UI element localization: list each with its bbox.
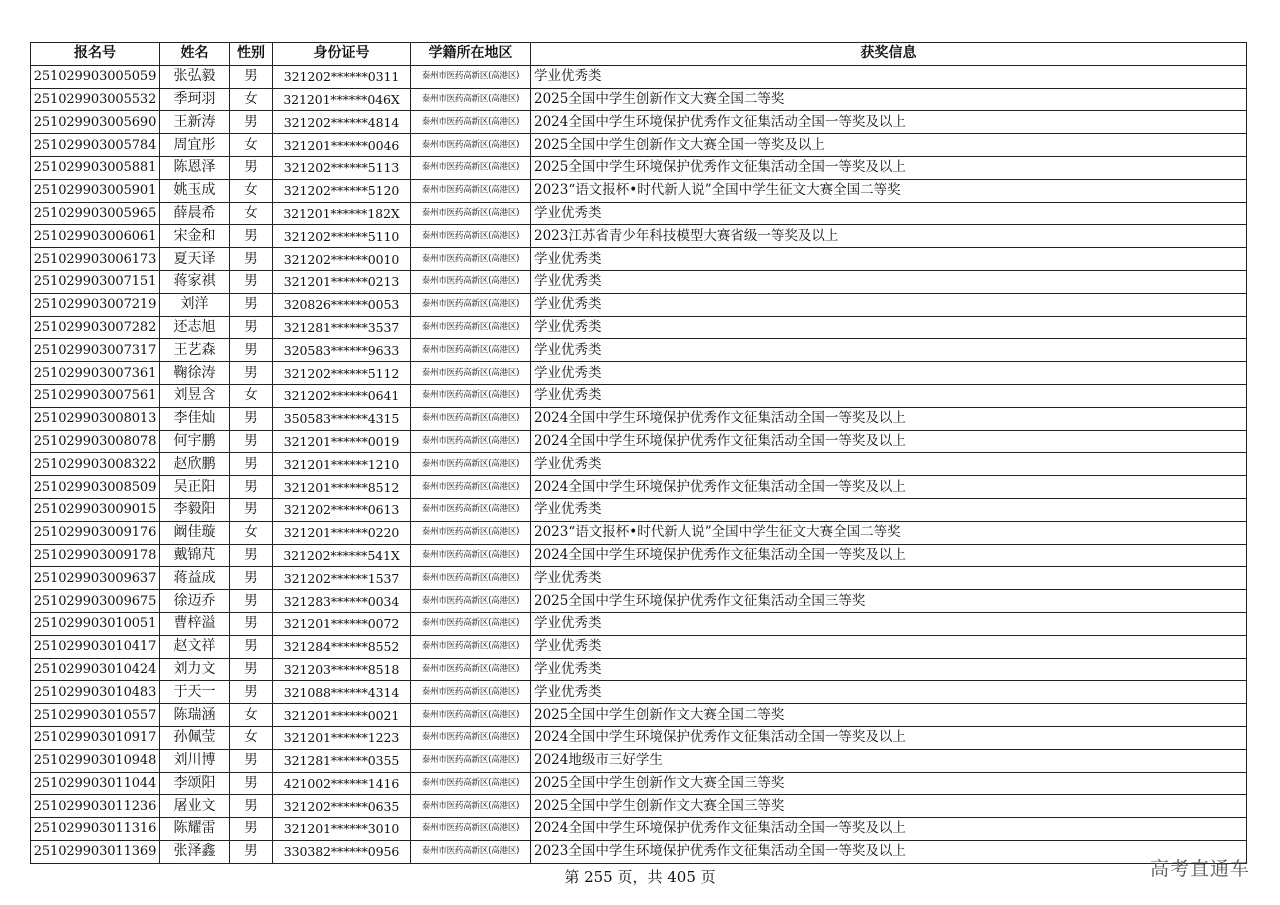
cell-award: 2023江苏省青少年科技模型大赛省级一等奖及以上 bbox=[531, 225, 1247, 248]
table-row bbox=[31, 476, 1247, 499]
cell-name: 吴正阳 bbox=[160, 476, 230, 499]
table-row bbox=[31, 316, 1247, 339]
table-row bbox=[31, 270, 1247, 293]
cell-name: 鞠徐涛 bbox=[160, 362, 230, 385]
cell-sex: 男 bbox=[230, 293, 273, 316]
cell-registration-number: 251029903008013 bbox=[31, 407, 160, 430]
cell-award: 学业优秀类 bbox=[531, 612, 1247, 635]
cell-id-card: 321202******4814 bbox=[273, 111, 411, 134]
cell-sex: 男 bbox=[230, 339, 273, 362]
cell-id-card: 321202******0635 bbox=[273, 795, 411, 818]
cell-region: 泰州市医药高新区(高港区) bbox=[411, 635, 531, 658]
cell-registration-number: 251029903005532 bbox=[31, 88, 160, 111]
table-row bbox=[31, 407, 1247, 430]
cell-sex: 男 bbox=[230, 681, 273, 704]
cell-region: 泰州市医药高新区(高港区) bbox=[411, 795, 531, 818]
cell-region: 泰州市医药高新区(高港区) bbox=[411, 179, 531, 202]
cell-sex: 女 bbox=[230, 726, 273, 749]
cell-sex: 女 bbox=[230, 179, 273, 202]
cell-id-card: 321088******4314 bbox=[273, 681, 411, 704]
cell-registration-number: 251029903007317 bbox=[31, 339, 160, 362]
cell-award: 2025全国中学生创新作文大赛全国二等奖 bbox=[531, 704, 1247, 727]
cell-region: 泰州市医药高新区(高港区) bbox=[411, 293, 531, 316]
cell-id-card: 321201******0072 bbox=[273, 612, 411, 635]
cell-id-card: 321201******1223 bbox=[273, 726, 411, 749]
cell-registration-number: 251029903010051 bbox=[31, 612, 160, 635]
cell-id-card: 321201******8512 bbox=[273, 476, 411, 499]
cell-id-card: 320826******0053 bbox=[273, 293, 411, 316]
cell-sex: 男 bbox=[230, 430, 273, 453]
cell-registration-number: 251029903007361 bbox=[31, 362, 160, 385]
cell-id-card: 321203******8518 bbox=[273, 658, 411, 681]
cell-award: 学业优秀类 bbox=[531, 384, 1247, 407]
cell-award: 2024全国中学生环境保护优秀作文征集活动全国一等奖及以上 bbox=[531, 476, 1247, 499]
cell-name: 孙佩莹 bbox=[160, 726, 230, 749]
cell-id-card: 330382******0956 bbox=[273, 840, 411, 863]
cell-name: 薛晨希 bbox=[160, 202, 230, 225]
cell-name: 还志旭 bbox=[160, 316, 230, 339]
cell-sex: 男 bbox=[230, 407, 273, 430]
cell-name: 刘昱含 bbox=[160, 384, 230, 407]
cell-id-card: 321202******5110 bbox=[273, 225, 411, 248]
cell-region: 泰州市医药高新区(高港区) bbox=[411, 384, 531, 407]
table-row bbox=[31, 704, 1247, 727]
cell-award: 2025全国中学生环境保护优秀作文征集活动全国一等奖及以上 bbox=[531, 156, 1247, 179]
table-row bbox=[31, 65, 1247, 88]
cell-award: 2025全国中学生创新作文大赛全国二等奖 bbox=[531, 88, 1247, 111]
cell-region: 泰州市医药高新区(高港区) bbox=[411, 681, 531, 704]
table-row bbox=[31, 430, 1247, 453]
table-row bbox=[31, 225, 1247, 248]
cell-sex: 男 bbox=[230, 248, 273, 271]
cell-sex: 男 bbox=[230, 840, 273, 863]
cell-registration-number: 251029903009178 bbox=[31, 544, 160, 567]
cell-name: 李毅阳 bbox=[160, 498, 230, 521]
cell-region: 泰州市医药高新区(高港区) bbox=[411, 225, 531, 248]
cell-region: 泰州市医药高新区(高港区) bbox=[411, 498, 531, 521]
cell-sex: 女 bbox=[230, 521, 273, 544]
header-region: 学籍所在地区 bbox=[411, 43, 531, 66]
cell-registration-number: 251029903010917 bbox=[31, 726, 160, 749]
table-row bbox=[31, 726, 1247, 749]
cell-name: 王艺森 bbox=[160, 339, 230, 362]
cell-id-card: 321201******0021 bbox=[273, 704, 411, 727]
cell-name: 屠业文 bbox=[160, 795, 230, 818]
table-row bbox=[31, 612, 1247, 635]
cell-region: 泰州市医药高新区(高港区) bbox=[411, 430, 531, 453]
cell-registration-number: 251029903008322 bbox=[31, 453, 160, 476]
cell-award: 学业优秀类 bbox=[531, 293, 1247, 316]
table-row bbox=[31, 681, 1247, 704]
cell-registration-number: 251029903010417 bbox=[31, 635, 160, 658]
table-row bbox=[31, 202, 1247, 225]
cell-region: 泰州市医药高新区(高港区) bbox=[411, 749, 531, 772]
cell-registration-number: 251029903011236 bbox=[31, 795, 160, 818]
header-sex: 性别 bbox=[230, 43, 273, 66]
cell-id-card: 321202******5112 bbox=[273, 362, 411, 385]
cell-region: 泰州市医药高新区(高港区) bbox=[411, 88, 531, 111]
table-row bbox=[31, 658, 1247, 681]
cell-sex: 男 bbox=[230, 635, 273, 658]
cell-registration-number: 251029903010483 bbox=[31, 681, 160, 704]
cell-sex: 男 bbox=[230, 316, 273, 339]
cell-award: 2024全国中学生环境保护优秀作文征集活动全国一等奖及以上 bbox=[531, 544, 1247, 567]
cell-region: 泰州市医药高新区(高港区) bbox=[411, 453, 531, 476]
cell-award: 2024全国中学生环境保护优秀作文征集活动全国一等奖及以上 bbox=[531, 818, 1247, 841]
cell-id-card: 350583******4315 bbox=[273, 407, 411, 430]
cell-id-card: 421002******1416 bbox=[273, 772, 411, 795]
awards-table bbox=[30, 42, 1247, 864]
cell-registration-number: 251029903011369 bbox=[31, 840, 160, 863]
cell-region: 泰州市医药高新区(高港区) bbox=[411, 339, 531, 362]
cell-name: 赵欣鹏 bbox=[160, 453, 230, 476]
table-row bbox=[31, 293, 1247, 316]
cell-registration-number: 251029903010557 bbox=[31, 704, 160, 727]
cell-registration-number: 251029903009637 bbox=[31, 567, 160, 590]
cell-name: 王新涛 bbox=[160, 111, 230, 134]
cell-award: 学业优秀类 bbox=[531, 362, 1247, 385]
cell-id-card: 321201******0220 bbox=[273, 521, 411, 544]
cell-name: 阚佳璇 bbox=[160, 521, 230, 544]
table-row bbox=[31, 453, 1247, 476]
table-row bbox=[31, 498, 1247, 521]
cell-award: 学业优秀类 bbox=[531, 248, 1247, 271]
cell-name: 陈耀雷 bbox=[160, 818, 230, 841]
cell-sex: 男 bbox=[230, 270, 273, 293]
cell-sex: 女 bbox=[230, 134, 273, 157]
cell-name: 于天一 bbox=[160, 681, 230, 704]
cell-registration-number: 251029903009015 bbox=[31, 498, 160, 521]
cell-award: 学业优秀类 bbox=[531, 567, 1247, 590]
cell-registration-number: 251029903008509 bbox=[31, 476, 160, 499]
table-row bbox=[31, 134, 1247, 157]
cell-id-card: 321201******0019 bbox=[273, 430, 411, 453]
cell-id-card: 321201******0213 bbox=[273, 270, 411, 293]
cell-region: 泰州市医药高新区(高港区) bbox=[411, 476, 531, 499]
header-name: 姓名 bbox=[160, 43, 230, 66]
cell-award: 2024全国中学生环境保护优秀作文征集活动全国一等奖及以上 bbox=[531, 430, 1247, 453]
cell-sex: 男 bbox=[230, 65, 273, 88]
cell-id-card: 321284******8552 bbox=[273, 635, 411, 658]
cell-registration-number: 251029903008078 bbox=[31, 430, 160, 453]
cell-award: 2025全国中学生创新作文大赛全国一等奖及以上 bbox=[531, 134, 1247, 157]
cell-id-card: 321201******0046 bbox=[273, 134, 411, 157]
cell-registration-number: 251029903006061 bbox=[31, 225, 160, 248]
cell-region: 泰州市医药高新区(高港区) bbox=[411, 612, 531, 635]
cell-id-card: 321283******0034 bbox=[273, 590, 411, 613]
cell-award: 2025全国中学生环境保护优秀作文征集活动全国三等奖 bbox=[531, 590, 1247, 613]
cell-name: 季珂羽 bbox=[160, 88, 230, 111]
cell-region: 泰州市医药高新区(高港区) bbox=[411, 65, 531, 88]
table-header-row bbox=[31, 43, 1247, 66]
cell-name: 李颂阳 bbox=[160, 772, 230, 795]
cell-name: 戴锦芃 bbox=[160, 544, 230, 567]
cell-registration-number: 251029903007561 bbox=[31, 384, 160, 407]
cell-award: 学业优秀类 bbox=[531, 681, 1247, 704]
table-row bbox=[31, 840, 1247, 863]
table-row bbox=[31, 795, 1247, 818]
cell-registration-number: 251029903009176 bbox=[31, 521, 160, 544]
cell-award: 学业优秀类 bbox=[531, 316, 1247, 339]
cell-sex: 男 bbox=[230, 567, 273, 590]
cell-award: 2024地级市三好学生 bbox=[531, 749, 1247, 772]
table-row bbox=[31, 179, 1247, 202]
cell-region: 泰州市医药高新区(高港区) bbox=[411, 156, 531, 179]
cell-sex: 男 bbox=[230, 590, 273, 613]
cell-region: 泰州市医药高新区(高港区) bbox=[411, 202, 531, 225]
cell-sex: 男 bbox=[230, 612, 273, 635]
table-row bbox=[31, 384, 1247, 407]
cell-region: 泰州市医药高新区(高港区) bbox=[411, 270, 531, 293]
cell-id-card: 321202******541X bbox=[273, 544, 411, 567]
cell-award: 2025全国中学生创新作文大赛全国三等奖 bbox=[531, 772, 1247, 795]
watermark: 高考直通车 bbox=[1149, 858, 1250, 880]
cell-region: 泰州市医药高新区(高港区) bbox=[411, 248, 531, 271]
cell-region: 泰州市医药高新区(高港区) bbox=[411, 544, 531, 567]
cell-id-card: 321202******1537 bbox=[273, 567, 411, 590]
cell-name: 张泽鑫 bbox=[160, 840, 230, 863]
cell-award: 学业优秀类 bbox=[531, 635, 1247, 658]
cell-registration-number: 251029903005784 bbox=[31, 134, 160, 157]
cell-award: 2024全国中学生环境保护优秀作文征集活动全国一等奖及以上 bbox=[531, 111, 1247, 134]
cell-registration-number: 251029903011044 bbox=[31, 772, 160, 795]
page-number: 第 255 页，共 405 页 bbox=[564, 868, 716, 886]
cell-sex: 男 bbox=[230, 476, 273, 499]
cell-id-card: 321201******046X bbox=[273, 88, 411, 111]
cell-registration-number: 251029903005690 bbox=[31, 111, 160, 134]
cell-id-card: 321202******0613 bbox=[273, 498, 411, 521]
cell-name: 周宜彤 bbox=[160, 134, 230, 157]
header-id-card: 身份证号 bbox=[273, 43, 411, 66]
table-row bbox=[31, 635, 1247, 658]
cell-name: 徐迈乔 bbox=[160, 590, 230, 613]
cell-award: 学业优秀类 bbox=[531, 270, 1247, 293]
table-row bbox=[31, 156, 1247, 179]
cell-registration-number: 251029903010948 bbox=[31, 749, 160, 772]
table-row bbox=[31, 339, 1247, 362]
table-row bbox=[31, 248, 1247, 271]
cell-sex: 男 bbox=[230, 498, 273, 521]
cell-registration-number: 251029903010424 bbox=[31, 658, 160, 681]
cell-award: 2023“语文报杯•时代新人说”全国中学生征文大赛全国二等奖 bbox=[531, 521, 1247, 544]
table-row bbox=[31, 521, 1247, 544]
cell-region: 泰州市医药高新区(高港区) bbox=[411, 840, 531, 863]
header-registration-number: 报名号 bbox=[31, 43, 160, 66]
cell-region: 泰州市医药高新区(高港区) bbox=[411, 658, 531, 681]
cell-registration-number: 251029903009675 bbox=[31, 590, 160, 613]
cell-award: 学业优秀类 bbox=[531, 339, 1247, 362]
cell-id-card: 321201******182X bbox=[273, 202, 411, 225]
cell-sex: 女 bbox=[230, 202, 273, 225]
cell-award: 学业优秀类 bbox=[531, 65, 1247, 88]
cell-region: 泰州市医药高新区(高港区) bbox=[411, 704, 531, 727]
cell-registration-number: 251029903007282 bbox=[31, 316, 160, 339]
cell-registration-number: 251029903007219 bbox=[31, 293, 160, 316]
cell-name: 刘力文 bbox=[160, 658, 230, 681]
cell-region: 泰州市医药高新区(高港区) bbox=[411, 134, 531, 157]
table-row bbox=[31, 749, 1247, 772]
cell-sex: 男 bbox=[230, 818, 273, 841]
table-body bbox=[31, 65, 1247, 863]
cell-id-card: 321202******5120 bbox=[273, 179, 411, 202]
cell-name: 李佳灿 bbox=[160, 407, 230, 430]
cell-award: 2024全国中学生环境保护优秀作文征集活动全国一等奖及以上 bbox=[531, 407, 1247, 430]
cell-name: 刘洋 bbox=[160, 293, 230, 316]
cell-registration-number: 251029903006173 bbox=[31, 248, 160, 271]
cell-award: 学业优秀类 bbox=[531, 658, 1247, 681]
cell-name: 宋金和 bbox=[160, 225, 230, 248]
cell-sex: 男 bbox=[230, 156, 273, 179]
cell-region: 泰州市医药高新区(高港区) bbox=[411, 772, 531, 795]
cell-region: 泰州市医药高新区(高港区) bbox=[411, 407, 531, 430]
cell-award: 学业优秀类 bbox=[531, 202, 1247, 225]
cell-name: 曹梓溢 bbox=[160, 612, 230, 635]
cell-award: 2025全国中学生创新作文大赛全国三等奖 bbox=[531, 795, 1247, 818]
cell-sex: 男 bbox=[230, 772, 273, 795]
cell-registration-number: 251029903007151 bbox=[31, 270, 160, 293]
header-award: 获奖信息 bbox=[531, 43, 1247, 66]
cell-sex: 男 bbox=[230, 544, 273, 567]
cell-sex: 男 bbox=[230, 225, 273, 248]
table-row bbox=[31, 590, 1247, 613]
cell-id-card: 321202******0010 bbox=[273, 248, 411, 271]
cell-sex: 男 bbox=[230, 749, 273, 772]
cell-name: 何宇鹏 bbox=[160, 430, 230, 453]
cell-award: 2023全国中学生环境保护优秀作文征集活动全国一等奖及以上 bbox=[531, 840, 1247, 863]
cell-name: 蒋家祺 bbox=[160, 270, 230, 293]
cell-id-card: 321281******3537 bbox=[273, 316, 411, 339]
cell-region: 泰州市医药高新区(高港区) bbox=[411, 362, 531, 385]
cell-name: 陈恩泽 bbox=[160, 156, 230, 179]
table-row bbox=[31, 111, 1247, 134]
cell-id-card: 321201******1210 bbox=[273, 453, 411, 476]
table-row bbox=[31, 567, 1247, 590]
cell-name: 陈瑞涵 bbox=[160, 704, 230, 727]
cell-registration-number: 251029903005901 bbox=[31, 179, 160, 202]
cell-sex: 男 bbox=[230, 795, 273, 818]
cell-registration-number: 251029903005059 bbox=[31, 65, 160, 88]
cell-region: 泰州市医药高新区(高港区) bbox=[411, 316, 531, 339]
table-row bbox=[31, 362, 1247, 385]
cell-id-card: 321202******0311 bbox=[273, 65, 411, 88]
cell-name: 蒋益成 bbox=[160, 567, 230, 590]
cell-id-card: 321202******5113 bbox=[273, 156, 411, 179]
table-row bbox=[31, 818, 1247, 841]
cell-registration-number: 251029903011316 bbox=[31, 818, 160, 841]
cell-region: 泰州市医药高新区(高港区) bbox=[411, 590, 531, 613]
cell-region: 泰州市医药高新区(高港区) bbox=[411, 111, 531, 134]
cell-region: 泰州市医药高新区(高港区) bbox=[411, 567, 531, 590]
cell-region: 泰州市医药高新区(高港区) bbox=[411, 818, 531, 841]
cell-name: 赵文祥 bbox=[160, 635, 230, 658]
cell-sex: 女 bbox=[230, 88, 273, 111]
cell-name: 夏天译 bbox=[160, 248, 230, 271]
cell-registration-number: 251029903005881 bbox=[31, 156, 160, 179]
cell-award: 2023“语文报杯•时代新人说”全国中学生征文大赛全国二等奖 bbox=[531, 179, 1247, 202]
cell-id-card: 321281******0355 bbox=[273, 749, 411, 772]
cell-sex: 女 bbox=[230, 384, 273, 407]
cell-id-card: 320583******9633 bbox=[273, 339, 411, 362]
cell-id-card: 321201******3010 bbox=[273, 818, 411, 841]
table-row bbox=[31, 544, 1247, 567]
cell-award: 学业优秀类 bbox=[531, 498, 1247, 521]
table-row bbox=[31, 88, 1247, 111]
cell-region: 泰州市医药高新区(高港区) bbox=[411, 521, 531, 544]
table-row bbox=[31, 772, 1247, 795]
cell-sex: 男 bbox=[230, 111, 273, 134]
cell-registration-number: 251029903005965 bbox=[31, 202, 160, 225]
cell-sex: 男 bbox=[230, 453, 273, 476]
cell-region: 泰州市医药高新区(高港区) bbox=[411, 726, 531, 749]
cell-name: 刘川博 bbox=[160, 749, 230, 772]
cell-sex: 男 bbox=[230, 658, 273, 681]
cell-sex: 男 bbox=[230, 362, 273, 385]
cell-name: 姚玉成 bbox=[160, 179, 230, 202]
cell-award: 学业优秀类 bbox=[531, 453, 1247, 476]
cell-sex: 女 bbox=[230, 704, 273, 727]
cell-award: 2024全国中学生环境保护优秀作文征集活动全国一等奖及以上 bbox=[531, 726, 1247, 749]
cell-name: 张弘毅 bbox=[160, 65, 230, 88]
cell-id-card: 321202******0641 bbox=[273, 384, 411, 407]
